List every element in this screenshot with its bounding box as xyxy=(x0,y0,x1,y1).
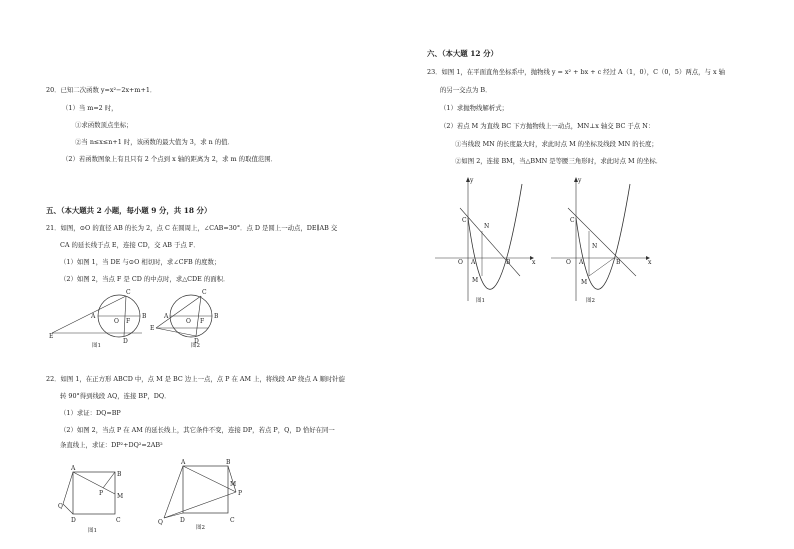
q23-figure-1 xyxy=(430,176,540,306)
label-Q: Q xyxy=(58,503,63,510)
label-O: O xyxy=(186,318,191,325)
label-B: B xyxy=(117,471,122,478)
label-C: C xyxy=(126,289,131,296)
label-D: D xyxy=(180,517,185,524)
section-5-heading: 五、（本大题共 2 小题，每小题 9 分，共 18 分） xyxy=(46,206,212,215)
q23-stem-line2: 的另一交点为 B． xyxy=(440,86,492,94)
label-y: y xyxy=(470,177,474,184)
label-O: O xyxy=(114,318,119,325)
label-F: F xyxy=(126,318,131,325)
q22-part2-line2: 条直线上，求证：DP²+DQ²=2AB² xyxy=(60,441,163,449)
label-M: M xyxy=(230,481,237,488)
section-6-heading: 六、（本大题 12 分） xyxy=(427,49,498,58)
q21-fig2-caption: 图2 xyxy=(191,343,200,349)
q21-figure-2 xyxy=(146,286,246,349)
label-C: C xyxy=(570,217,575,224)
label-F: F xyxy=(200,318,205,325)
label-M: M xyxy=(581,279,588,286)
q21-part1: （1）如图 1，当 DE 与⊙O 相切时，求∠CFB 的度数； xyxy=(60,258,221,266)
label-A: A xyxy=(164,313,169,320)
label-N: N xyxy=(484,223,490,230)
q22-fig1-caption: 图1 xyxy=(88,528,97,534)
label-B: B xyxy=(616,259,621,266)
label-D: D xyxy=(194,338,199,345)
label-y: y xyxy=(578,177,582,184)
label-M: M xyxy=(117,493,124,500)
q21-fig1-caption: 图1 xyxy=(92,343,101,349)
label-A: A xyxy=(579,259,584,266)
label-C: C xyxy=(230,517,235,524)
label-B: B xyxy=(214,313,219,320)
label-C: C xyxy=(462,217,467,224)
q23-part1: （1）求抛物线解析式； xyxy=(440,104,508,112)
q22-part1: （1）求证：DQ=BP xyxy=(60,409,121,417)
q23-part2b: ②如图 2，连接 BM，当△BMN 是等腰三角形时，求此时点 M 的坐标． xyxy=(455,157,663,165)
label-N: N xyxy=(592,243,598,250)
label-x: x xyxy=(648,259,652,266)
q20-part1a: ①求函数顶点坐标； xyxy=(75,121,133,129)
q20-part1b: ②当 n≤x≤n+1 时，该函数的最大值为 3，求 n 的值． xyxy=(75,138,234,146)
q21-stem-line2: CA 的延长线于点 E，连接 CD，交 AB 于点 F． xyxy=(60,241,200,249)
q23-part2: （2）若点 M 为直线 BC 下方抛物线上一动点，MN⊥x 轴交 BC 于点 N： xyxy=(440,122,655,130)
q23-fig1-caption: 图1 xyxy=(476,298,485,304)
label-B: B xyxy=(226,459,231,466)
label-A: A xyxy=(471,259,476,266)
q22-stem-line2: 转 90°得到线段 AQ，连接 BP，DQ． xyxy=(60,392,171,400)
label-D: D xyxy=(123,338,128,345)
label-P: P xyxy=(238,490,243,497)
label-E: E xyxy=(150,325,155,332)
label-B: B xyxy=(506,259,511,266)
q21-part2: （2）如图 2，当点 F 是 CD 的中点时，求△CDE 的面积． xyxy=(60,275,230,283)
label-P: P xyxy=(99,490,104,497)
label-B: B xyxy=(142,313,147,320)
q22-part2-line1: （2）如图 2，当点 P 在 AM 的延长线上，其它条件不变，连接 DP，若点 P，Q，D 恰好在同一 xyxy=(60,426,335,434)
label-C: C xyxy=(202,289,207,296)
label-O: O xyxy=(566,259,571,266)
label-E: E xyxy=(49,333,54,340)
label-A: A xyxy=(181,459,186,466)
q23-part2a: ①当线段 MN 的长度最大时，求此时点 M 的坐标及线段 MN 的长度； xyxy=(455,140,658,148)
q23-stem-line1: 23．如图 1，在平面直角坐标系中，抛物线 y = x² + bx + c 经过 A（1，0），C（0，5）两点，与 x 轴 xyxy=(427,68,725,76)
q22-fig2-caption: 图2 xyxy=(196,525,205,531)
label-A: A xyxy=(71,465,76,472)
label-A: A xyxy=(91,313,96,320)
q22-figure-2 xyxy=(158,460,248,530)
label-M: M xyxy=(472,277,479,284)
q20-stem: 20．已知二次函数 y=x²−2x+m+1． xyxy=(46,86,157,94)
q20-part2: （2）若函数图象上有且只有 2 个点到 x 轴的距离为 2，求 m 的取值范围． xyxy=(62,155,278,163)
label-C: C xyxy=(116,517,121,524)
q22-figure-1 xyxy=(58,464,148,534)
label-Q: Q xyxy=(158,519,163,526)
q20-part1: （1）当 m=2 时， xyxy=(62,104,118,112)
q23-fig2-caption: 图2 xyxy=(586,298,595,304)
label-x: x xyxy=(532,259,536,266)
label-D: D xyxy=(71,517,76,524)
label-O: O xyxy=(458,259,463,266)
q21-stem-line1: 21．如图，⊙O 的直径 AB 的长为 2，点 C 在圆周上，∠CAB=30°．点 D 是圆上一动点，DE∥AB 交 xyxy=(46,224,338,232)
q23-figure-2 xyxy=(546,176,656,306)
q22-stem-line1: 22．如图 1，在正方形 ABCD 中，点 M 是 BC 边上一点，点 P 在 AM 上，将线段 AP 绕点 A 顺时针旋 xyxy=(46,375,346,383)
